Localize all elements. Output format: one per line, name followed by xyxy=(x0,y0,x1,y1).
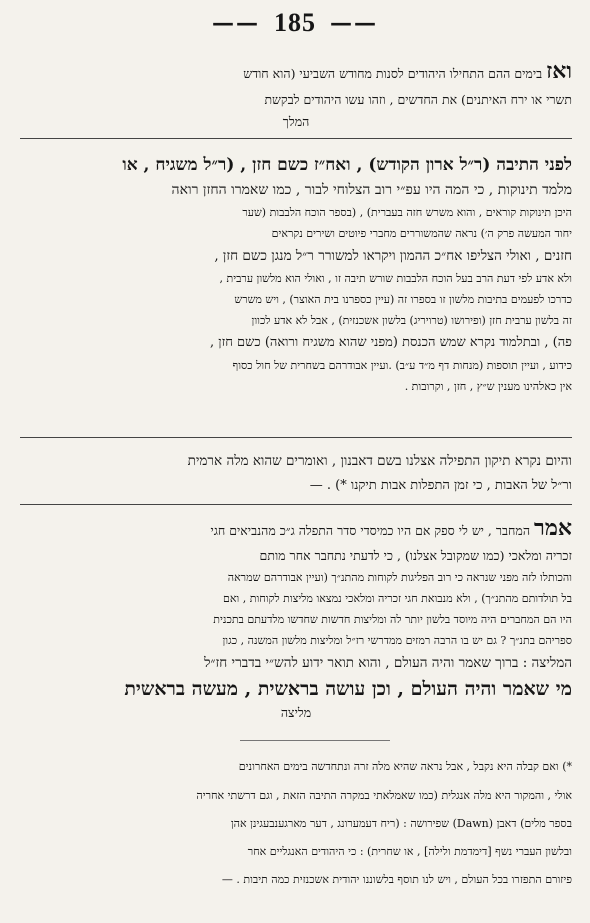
footnote-line: ובלשון העברי נשף [דימדמת ולילה] , או שחרית) : כי היהודים האנגליים אחר xyxy=(247,845,572,858)
section-4-lead-word: אמר xyxy=(534,515,572,541)
section-divider-3 xyxy=(20,504,572,505)
footnote-line: בספר מלים) דאבן (Dawn) שפירושה : (ריח דעמערונג , דער מארגענבעגינן אהן xyxy=(230,817,572,830)
section-4-closing-word: מליצה xyxy=(280,705,312,720)
section-4-line: היו הם המחברים היה מיוסד בלשון יותר לה ומליצות חדשות שחדשו מלדעתם בתכנית xyxy=(213,613,572,626)
footnote xyxy=(20,752,572,894)
footnote-line: אולי , והמקור היא מלה אנגלית (כמו שאמלאתי במקרה התיבה הזאת , וגם דרשתי אחריה xyxy=(196,789,572,802)
page-number: 185 xyxy=(274,8,316,37)
header-dash-right: —— xyxy=(330,10,378,36)
section-4-closing-line: מי שאמר והיה העולם , וכן עושה בראשית , מעשה בראשית xyxy=(124,678,572,700)
section-2-line: כדרכו לפעמים בתיבות מלשון זו בספרו זה (עיין כספרנו בית האוצר) , ויש משרש xyxy=(234,293,572,306)
section-2-line: כידוע , ועיין תוספות (מנחות דף מ״ד ע״ב) .ועיין אבודרהם בשחרית של חול כסוף xyxy=(232,359,572,372)
section-2 xyxy=(20,152,572,397)
section-1-line-1 xyxy=(20,56,572,89)
section-4 xyxy=(20,514,572,723)
section-4-line: המליצה : ברוך שאמר והיה העולם , והוא תואר ידוע להש״י בדברי חז״ל xyxy=(204,655,572,671)
section-2-line: פה) , ובתלמוד נקרא שמש הכנסת (מפני שהוא משגיח ורואה) כשם חזן , xyxy=(210,335,572,350)
header-dash-left: —— xyxy=(212,10,260,36)
section-divider-1 xyxy=(20,138,572,139)
section-2-line: זה בלשון ערבית חזן (ופירושו (טרויריג) בלשון אשכנזית) , אבל לא אדע לכוון xyxy=(251,314,572,327)
section-2-line: ולא אדע לפי דעת הרב בעל הוכח הלבבות שורש תיבה זו , ואולי הוא מלשון ערבית , xyxy=(219,272,572,285)
footnote-line: פיזורם התפזרו בכל העולם , ויש לנו תוסף בלשוננו יהודית אשכנזית כמה תיבות . — xyxy=(221,873,572,886)
section-4-line: ספריהם בתנ״ך ? גם יש בו הרבה רמזים ממדרשי רז״ל ומליצות מלשון המשנה , כגון xyxy=(222,634,572,647)
section-divider-2 xyxy=(20,437,572,438)
section-1-lead-word: ואז xyxy=(546,58,572,84)
footnote-line: *) ואם קבלה היא נקבל , אבל נראה שהיא מלה זרה ונתחדשה בימים האחרונים xyxy=(238,760,572,773)
section-3-line-1: והיום נקרא תיקון התפילה אצלנו בשם דאבנון , ואומרים שהוא מלה ארמית xyxy=(187,453,572,469)
section-4-line xyxy=(20,514,572,545)
section-1 xyxy=(20,56,572,133)
section-2-line: יחוד המעשה פרק ה׳) נראה שהמשוררים מחברי פיוטים ושירים נקראים xyxy=(271,227,572,240)
section-2-line: אין כאלהינו מענין ש״ץ , חזן , וקרובות . xyxy=(404,380,572,393)
section-4-line: בל תולדותם מהתנ״ך) , ולא מנבואת חגי זכריה ומלאכי נמצאו מליצות לקוחות , ואם xyxy=(222,592,572,605)
section-2-line: מלמד תינוקות , כי המה היו עפ״י רוב הצלוחי לבור , כמו שאמרו החזן רואה xyxy=(171,182,572,198)
footnote-separator xyxy=(240,740,390,741)
section-3 xyxy=(20,448,572,498)
section-1-line-2: תשרי או ירח האיתנים) את החדשים , וזהו עשו היהודים לבקשת xyxy=(264,92,572,107)
section-4-line-text: המחבר , יש לי ספק אם היו כמיסדי סדר התפלה ג״כ מהנביאים חגי xyxy=(210,523,531,538)
section-3-line-2: ור״ל של האבות , כי זמן התפלות אבות תיקנו *) . — xyxy=(309,478,572,493)
page-header xyxy=(14,6,576,40)
section-1-line-3: המלך xyxy=(282,114,310,129)
section-2-line: חזנים , ואולי הצליפו אח״כ ההמון ויקראו למשורר ר״ל מנגן כשם חזן , xyxy=(214,248,572,264)
section-4-line: זכריה ומלאכי (כמו שמקובל אצלנו) , כי לדעתי נתחבר אחר מותם xyxy=(259,548,572,563)
section-4-line: והכותלו לזה מפני שנראה כי רוב הפליגות לקוחות מהתנ״ך (ועיין אבודרהם שמראה xyxy=(227,571,572,584)
section-2-line: היכן תינוקות קוראים , והוא משרש חזה בעברית) , (בספר הוכח הלבבות (שער xyxy=(242,206,572,219)
section-1-line-1-text: בימים ההם התחילו היהודים לסנות מחודש השביעי (הוא חודש xyxy=(243,66,543,81)
section-2-line: לפני התיבה (ר״ל ארון הקודש) , ואח״ז כשם חזן , (ר״ל משגיח , או xyxy=(122,155,572,175)
